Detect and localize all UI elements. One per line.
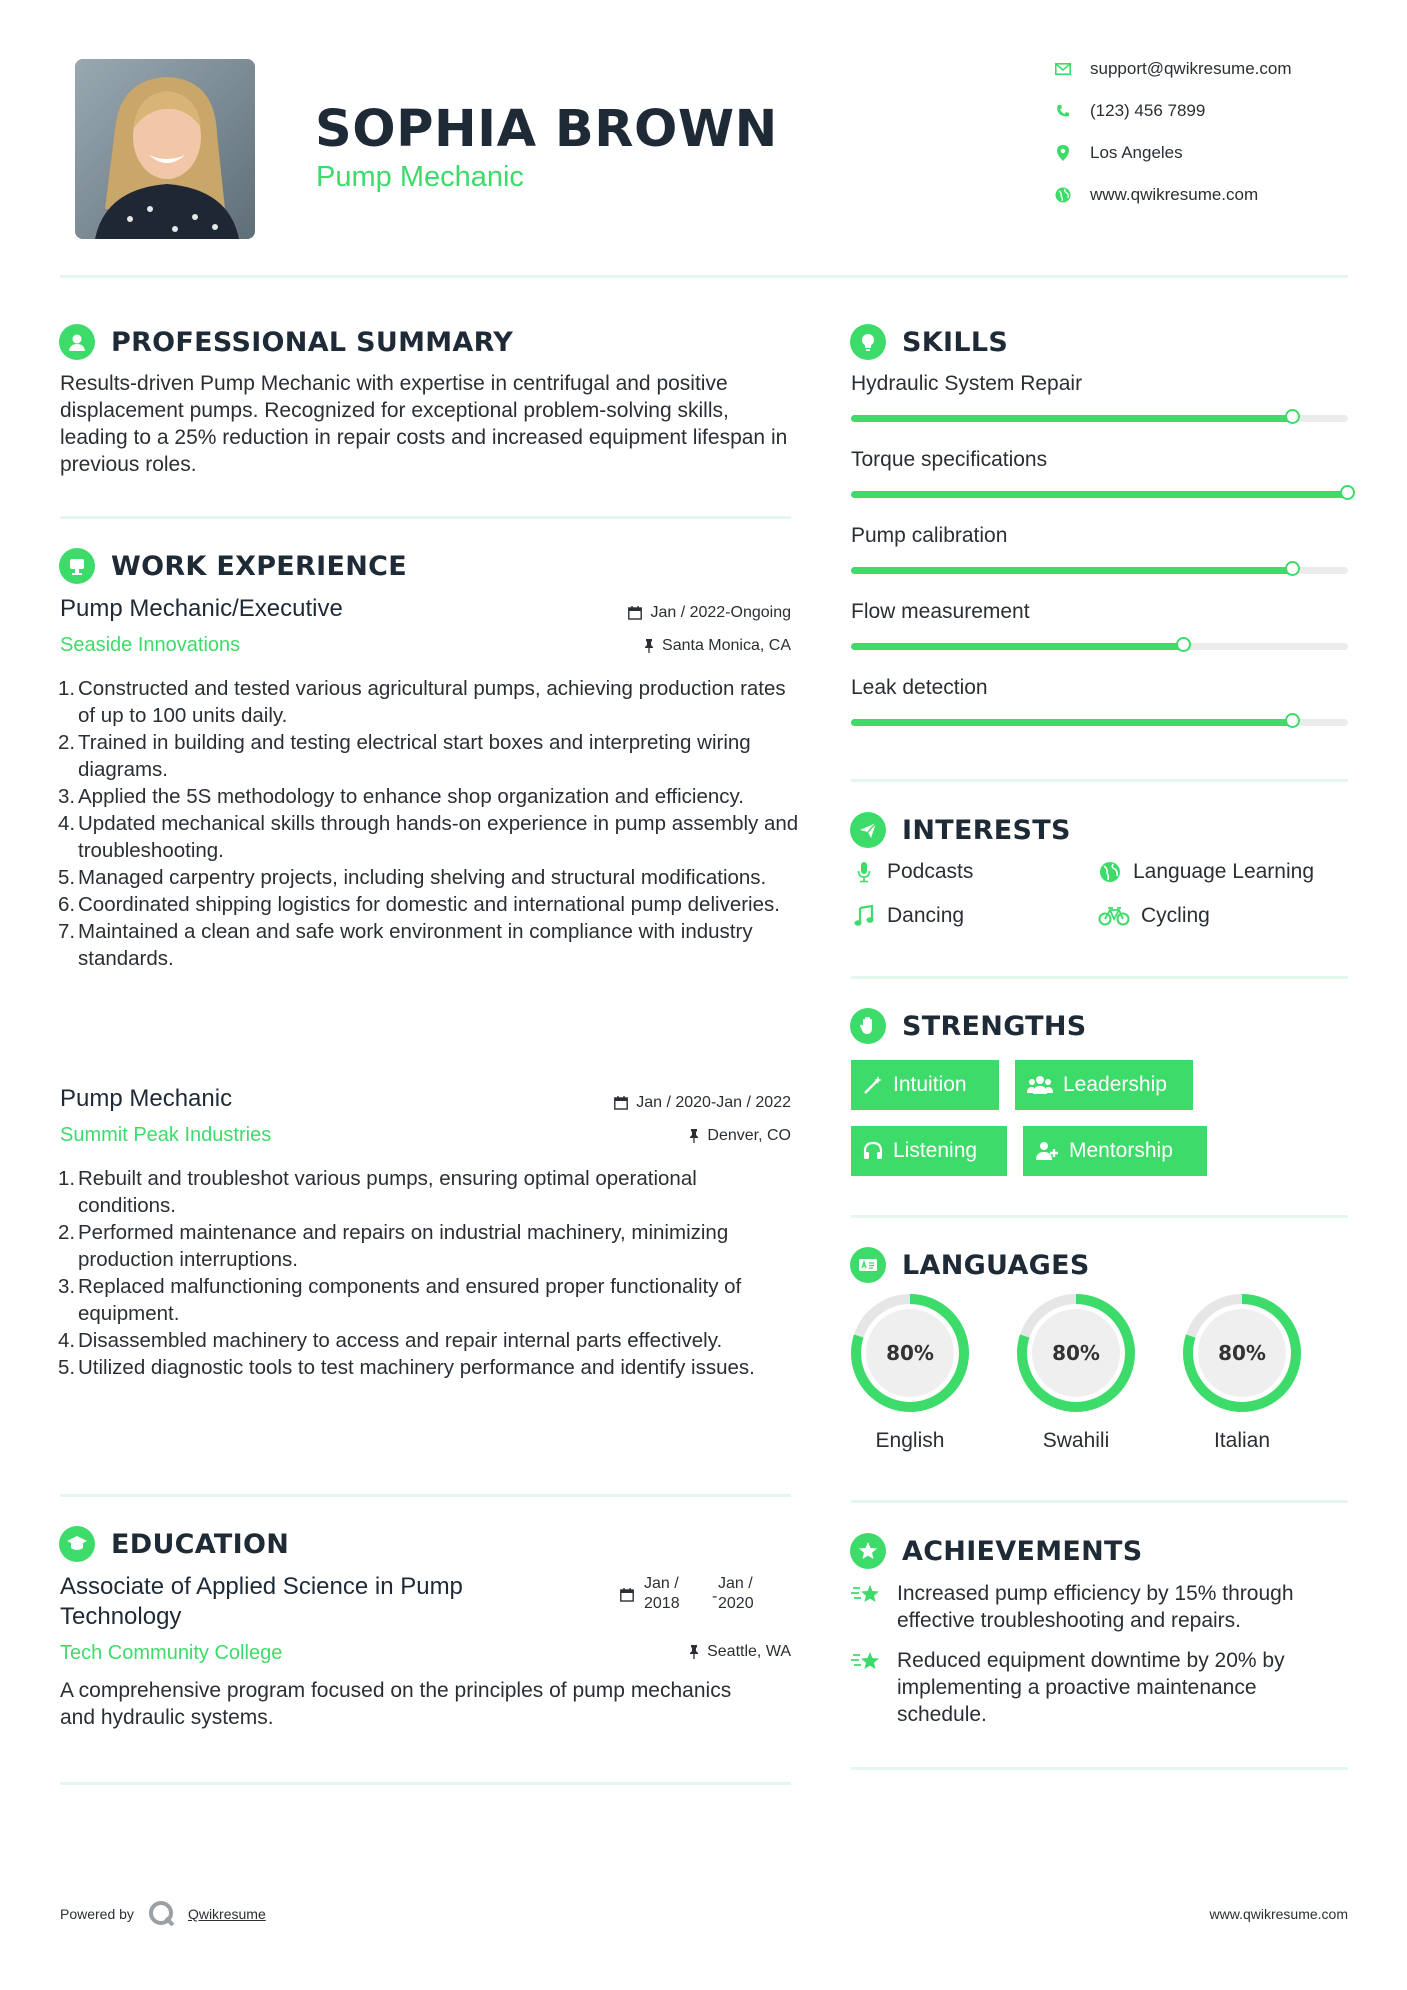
achievements-divider [851,1767,1348,1770]
achievement-1 [851,1580,1351,1634]
headphones-icon [863,1141,883,1161]
skill-bar-handle [1285,713,1300,728]
pushpin-icon [689,1129,699,1143]
achievement-2 [851,1647,1351,1728]
list-item: Utilized diagnostic tools to test machinery performance and identify issues. [78,1356,755,1379]
interest-language-learning [1097,860,1314,884]
languages-list [849,1292,1349,1462]
language-percent: 80% [886,1341,934,1365]
globe-icon [1097,861,1123,883]
add-user-icon [1035,1141,1059,1161]
award-icon [850,1533,886,1569]
location-pin-icon [1052,142,1074,164]
skill-bar-fill [851,643,1184,650]
edu-end-line-1: Jan / [718,1575,753,1592]
list-item: Updated mechanical skills through hands-on experience in pump assembly and troubleshooting. [78,812,799,862]
job-2-location-text: Denver, CO [707,1127,791,1144]
experience-divider [60,1494,791,1497]
skills-divider [851,779,1348,782]
education-title: EDUCATION [111,1528,290,1560]
strength-badge-mentorship [1023,1126,1207,1176]
job-2-dates-text: Jan / 2020-Jan / 2022 [636,1094,791,1111]
edu-end-line-2: 2020 [718,1595,754,1612]
user-icon [59,324,95,360]
interest-cycling [1097,904,1210,928]
language-card-icon [850,1247,886,1283]
skill-bar [851,643,1348,650]
education-location [500,1643,791,1661]
list-item: Trained in building and testing electrical start boxes and interpreting wiring diagrams. [78,731,751,781]
skill-bar-fill [851,567,1293,574]
list-item: Rebuilt and troubleshot various pumps, ensuring optimal operational conditions. [78,1167,697,1217]
candidate-title: Pump Mechanic [316,161,524,193]
language-progress-ring [1181,1292,1303,1414]
phone-icon [1052,100,1074,122]
job-2-location [500,1127,791,1145]
strength-badge-listening [851,1126,1007,1176]
qwikresume-logo-icon [148,1900,176,1928]
skills-list [851,372,1348,742]
interest-label: Podcasts [887,860,974,883]
calendar-icon [620,1588,634,1602]
experience-heading [59,546,407,586]
strengths-divider [851,1215,1348,1218]
candidate-name: SOPHIA BROWN [315,100,778,159]
language-progress-ring [849,1292,971,1414]
globe-icon [1052,184,1074,206]
skill-bar-handle [1340,485,1355,500]
skill-bar-handle [1285,409,1300,424]
job-1-dates-text: Jan / 2022-Ongoing [650,604,791,621]
languages-title: LANGUAGES [902,1249,1090,1281]
edu-date-dash: - [712,1588,718,1605]
contact-website[interactable] [1052,183,1352,207]
language-name: Swahili [1042,1429,1110,1452]
contact-phone-text: (123) 456 7899 [1090,101,1206,120]
interest-label: Dancing [887,904,965,927]
skill-name: Flow measurement [851,600,1030,623]
music-note-icon [851,905,877,927]
summary-title: PROFESSIONAL SUMMARY [111,326,514,358]
footer-powered [60,1900,266,1928]
strength-badge-leadership [1015,1060,1193,1110]
school-name: Tech Community College [60,1642,283,1664]
skill-bar-fill [851,491,1348,498]
job-1-dates [500,604,791,622]
header-divider [60,275,1348,278]
achievement-text: Increased pump efficiency by 15% through effective troubleshooting and repairs. [897,1582,1294,1632]
education-location-text: Seattle, WA [707,1643,791,1660]
edu-start-line-1: Jan / [644,1575,679,1592]
list-item: Managed carpentry projects, including shelving and structural modifications. [78,866,767,889]
magic-wand-icon [863,1075,883,1095]
skill-name: Hydraulic System Repair [851,372,1083,395]
job-1-location-text: Santa Monica, CA [662,637,791,654]
education-divider [60,1782,791,1785]
envelope-icon [1052,58,1074,80]
skill-name: Leak detection [851,676,988,699]
powered-by-text: Powered by [60,1906,134,1922]
skill-bar [851,567,1348,574]
microphone-icon [851,861,877,883]
strength-label: Intuition [893,1073,967,1096]
contact-location [1052,141,1352,165]
skill-bar-fill [851,415,1293,422]
achievements-heading [850,1531,1143,1571]
contact-location-text: Los Angeles [1090,143,1183,162]
interests-divider [851,976,1348,979]
degree-name [60,1572,580,1632]
job-1-location [500,637,791,655]
interest-podcasts [851,860,973,884]
list-item: Performed maintenance and repairs on industrial machinery, minimizing production interruptions. [78,1221,729,1271]
job-1-role: Pump Mechanic/Executive [60,595,343,622]
contact-list [1052,57,1352,207]
interest-dancing [851,904,964,928]
language-name: English [875,1429,945,1452]
language-progress-ring [1015,1292,1137,1414]
bicycle-icon [1097,906,1131,926]
contact-email[interactable] [1052,57,1352,81]
list-item: Disassembled machinery to access and repair internal parts effectively. [78,1329,723,1352]
education-heading [59,1524,289,1564]
group-icon [1027,1075,1053,1095]
contact-website-text: www.qwikresume.com [1090,185,1259,204]
achievement-text: Reduced equipment downtime by 20% by implementing a proactive maintenance schedule. [897,1649,1285,1726]
job-2-responsibilities [60,1165,760,1381]
portrait-image [75,59,255,239]
language-name: Italian [1213,1429,1271,1452]
skill-name: Torque specifications [851,448,1048,471]
interests-heading [850,810,1071,850]
pushpin-icon [689,1645,699,1659]
summary-divider [60,516,791,519]
summary-heading [59,322,513,362]
skill-bar [851,415,1348,422]
job-2-company: Summit Peak Industries [60,1124,272,1146]
interests-title: INTERESTS [902,814,1071,846]
strength-label: Mentorship [1069,1139,1173,1162]
degree-line-2: Technology [60,1603,182,1630]
job-1-responsibilities [60,675,800,972]
summary-text: Results-driven Pump Mechanic with expertise in centrifugal and positive displacement pumps. Recognized for exceptional problem-solving skills, leading to a 25% reduction in repair costs and increased equipment lifespan in previous roles. [60,372,788,476]
strengths-title: STRENGTHS [902,1010,1087,1042]
graduation-icon [59,1526,95,1562]
calendar-icon [628,606,642,620]
strength-label: Leadership [1063,1073,1167,1096]
education-dates [620,1574,791,1618]
skill-bar-handle [1176,637,1191,652]
lightbulb-icon [850,324,886,360]
list-item: Applied the 5S methodology to enhance shop organization and efficiency. [78,785,744,808]
skill-bar-fill [851,719,1293,726]
education-description: A comprehensive program focused on the principles of pump mechanics and hydraulic systems. [60,1679,732,1729]
contact-email-text: support@qwikresume.com [1090,59,1292,78]
skills-title: SKILLS [902,326,1009,358]
profile-photo [75,59,255,239]
pushpin-icon [644,639,654,653]
skill-bar [851,719,1348,726]
footer-url[interactable]: www.qwikresume.com [1209,1906,1348,1922]
strength-label: Listening [893,1139,978,1162]
calendar-icon [614,1096,628,1110]
list-item: Coordinated shipping logistics for domestic and international pump deliveries. [78,893,780,916]
briefcase-icon [59,548,95,584]
list-item: Constructed and tested various agricultural pumps, achieving production rates of up to 100 units daily. [78,677,786,727]
skill-bar [851,491,1348,498]
star-trophy-icon [851,1580,883,1615]
interest-label: Cycling [1141,904,1210,927]
skill-bar-handle [1285,561,1300,576]
job-2-role: Pump Mechanic [60,1085,233,1112]
job-2-dates [500,1094,791,1112]
contact-phone[interactable] [1052,99,1352,123]
language-percent: 80% [1218,1341,1266,1365]
edu-start-line-2: 2018 [644,1595,680,1612]
skills-heading [850,322,1008,362]
raised-hand-icon [850,1008,886,1044]
experience-title: WORK EXPERIENCE [111,550,407,582]
languages-heading [850,1245,1090,1285]
languages-divider [851,1500,1348,1503]
list-item: Replaced malfunctioning components and ensured proper functionality of equipment. [78,1275,742,1325]
language-percent: 80% [1052,1341,1100,1365]
star-trophy-icon [851,1647,883,1682]
interest-label: Language Learning [1133,860,1315,883]
strengths-heading [850,1006,1087,1046]
list-item: Maintained a clean and safe work environment in compliance with industry standards. [78,920,753,970]
job-1-company: Seaside Innovations [60,634,241,656]
achievements-title: ACHIEVEMENTS [902,1535,1143,1567]
paper-plane-icon [850,812,886,848]
skill-name: Pump calibration [851,524,1008,547]
qwikresume-link[interactable]: Qwikresume [187,1906,266,1922]
strength-badge-intuition [851,1060,999,1110]
degree-line-1: Associate of Applied Science in Pump [60,1573,463,1600]
